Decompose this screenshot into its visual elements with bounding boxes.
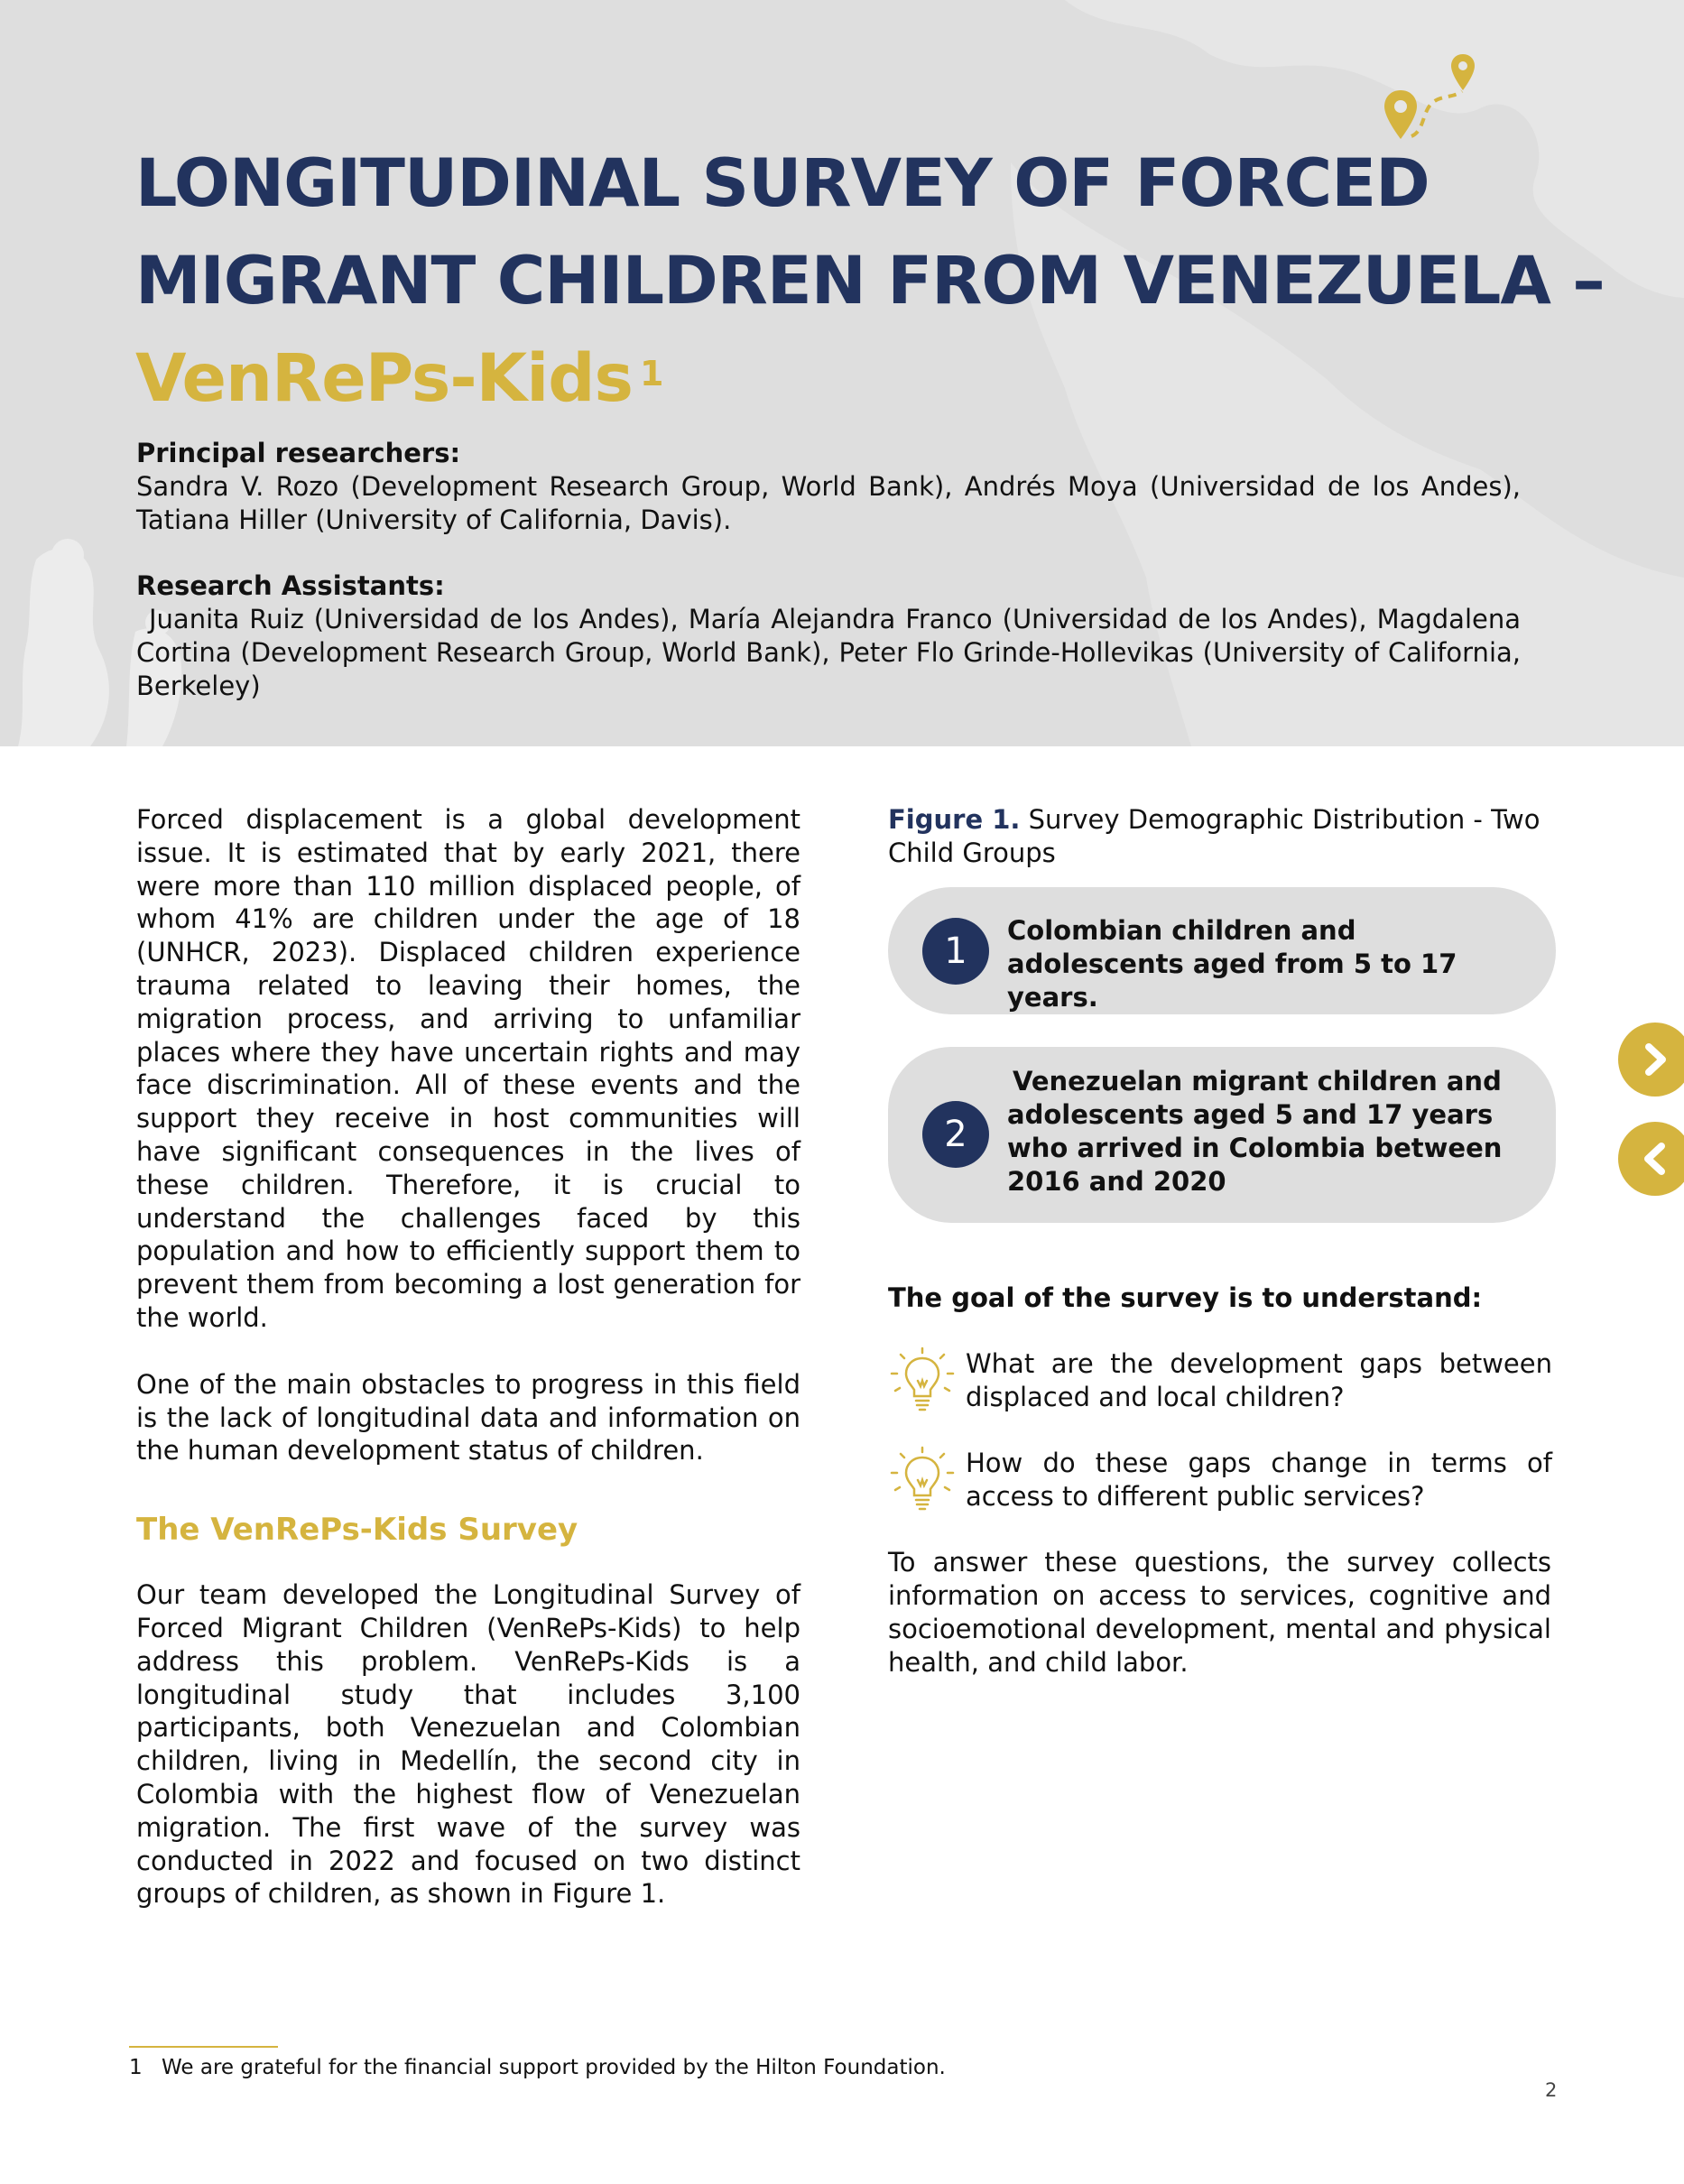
principal-researchers xyxy=(136,437,1521,537)
section-heading: The VenRePs-Kids Survey xyxy=(136,1512,578,1549)
page-title xyxy=(135,135,1605,428)
figure-caption-block xyxy=(888,803,1556,870)
page-number: 2 xyxy=(1545,2079,1558,2101)
chevron-right-icon xyxy=(1636,1041,1674,1078)
previous-page-button[interactable] xyxy=(1618,1122,1684,1196)
title-line-1: LONGITUDINAL SURVEY OF FORCED xyxy=(135,145,1430,222)
footnote-divider xyxy=(129,2046,278,2048)
group-card xyxy=(888,1047,1556,1223)
assistants-text: Juanita Ruiz (Universidad de los Andes), María Alejandra Franco (Universidad de los Andes), Magdalena Cortina (Development Research Group, World Bank), Peter Flo Grinde-Hollevikas (University of California, Berkeley) xyxy=(136,604,1521,701)
assistants-label: Research Assistants: xyxy=(136,570,445,601)
next-page-button[interactable] xyxy=(1618,1023,1684,1097)
group-card xyxy=(888,887,1556,1014)
figure-label: Figure 1. xyxy=(888,804,1021,835)
header-band xyxy=(0,0,1684,746)
intro-paragraph: Forced displacement is a global development issue. It is estimated that by early 2021, there were more than 110 million displaced people, of whom 41% are children under the age of 18 (UNHCR, 2023). Displaced children experience trauma related to leaving their homes, the migration process, and arriving to unfamiliar places where they have uncertain rights and may face discrimination. All of these events and the support they receive in host communities will have significant consequences in the lives of these children. Therefore, it is crucial to understand the challenges faced by this population and how to efficiently support them to prevent them from becoming a lost generation for the world. xyxy=(136,804,800,1333)
footnote-text: We are grateful for the financial support provided by the Hilton Foundation. xyxy=(162,2056,946,2079)
group-number-badge: 2 xyxy=(922,1101,989,1168)
footnote-ref[interactable]: 1 xyxy=(639,354,663,393)
left-column xyxy=(136,803,800,1911)
figure-caption xyxy=(888,803,1556,870)
footnote-number: 1 xyxy=(129,2056,143,2079)
lightbulb-icon xyxy=(888,1346,957,1414)
principal-text: Sandra V. Rozo (Development Research Group, World Bank), Andrés Moya (Universidad de los Andes), Tatiana Hiller (University of California, Davis). xyxy=(136,471,1521,535)
obstacles-paragraph: One of the main obstacles to progress in this field is the lack of longitudinal data and information on the human development status of children. xyxy=(136,1368,800,1467)
group-number-badge: 1 xyxy=(922,918,989,985)
chevron-left-icon xyxy=(1636,1140,1674,1178)
lightbulb-icon xyxy=(888,1445,957,1513)
title-accent: VenRePs-Kids xyxy=(135,340,633,417)
group-description: Colombian children and adolescents aged from 5 to 17 years. xyxy=(1007,915,1457,1013)
question-text: How do these gaps change in terms of access to different public services? xyxy=(966,1448,1552,1512)
figure-caption-text: Survey Demographic Distribution - Two Child Groups xyxy=(888,804,1541,868)
title-line-2: MIGRANT CHILDREN FROM VENEZUELA – xyxy=(135,243,1605,319)
question-text: What are the development gaps between displaced and local children? xyxy=(966,1348,1552,1412)
goal-heading: The goal of the survey is to understand: xyxy=(888,1282,1483,1313)
research-assistants xyxy=(136,569,1521,703)
survey-paragraph: Our team developed the Longitudinal Survey of Forced Migrant Children (VenRePs-Kids) to help address this problem. VenRePs-Kids is a longitudinal study that includes 3,100 participants, both Venezuelan and Colombian children, living in Medellín, the second city in Colombia with the highest flow of Venezuelan migration. The first wave of the survey was conducted in 2022 and focused on two distinct groups of children, as shown in Figure 1. xyxy=(136,1579,800,1910)
group-description: Venezuelan migrant children and adolescents aged 5 and 17 years who arrived in Colombia between 2016 and 2020 xyxy=(1007,1066,1503,1197)
answer-paragraph: To answer these questions, the survey collects information on access to services, cognitive and socioemotional development, mental and physical health, and child labor. xyxy=(888,1547,1551,1678)
route-dashes xyxy=(1408,86,1471,140)
footnote xyxy=(129,2056,946,2079)
principal-label: Principal researchers: xyxy=(136,438,461,468)
